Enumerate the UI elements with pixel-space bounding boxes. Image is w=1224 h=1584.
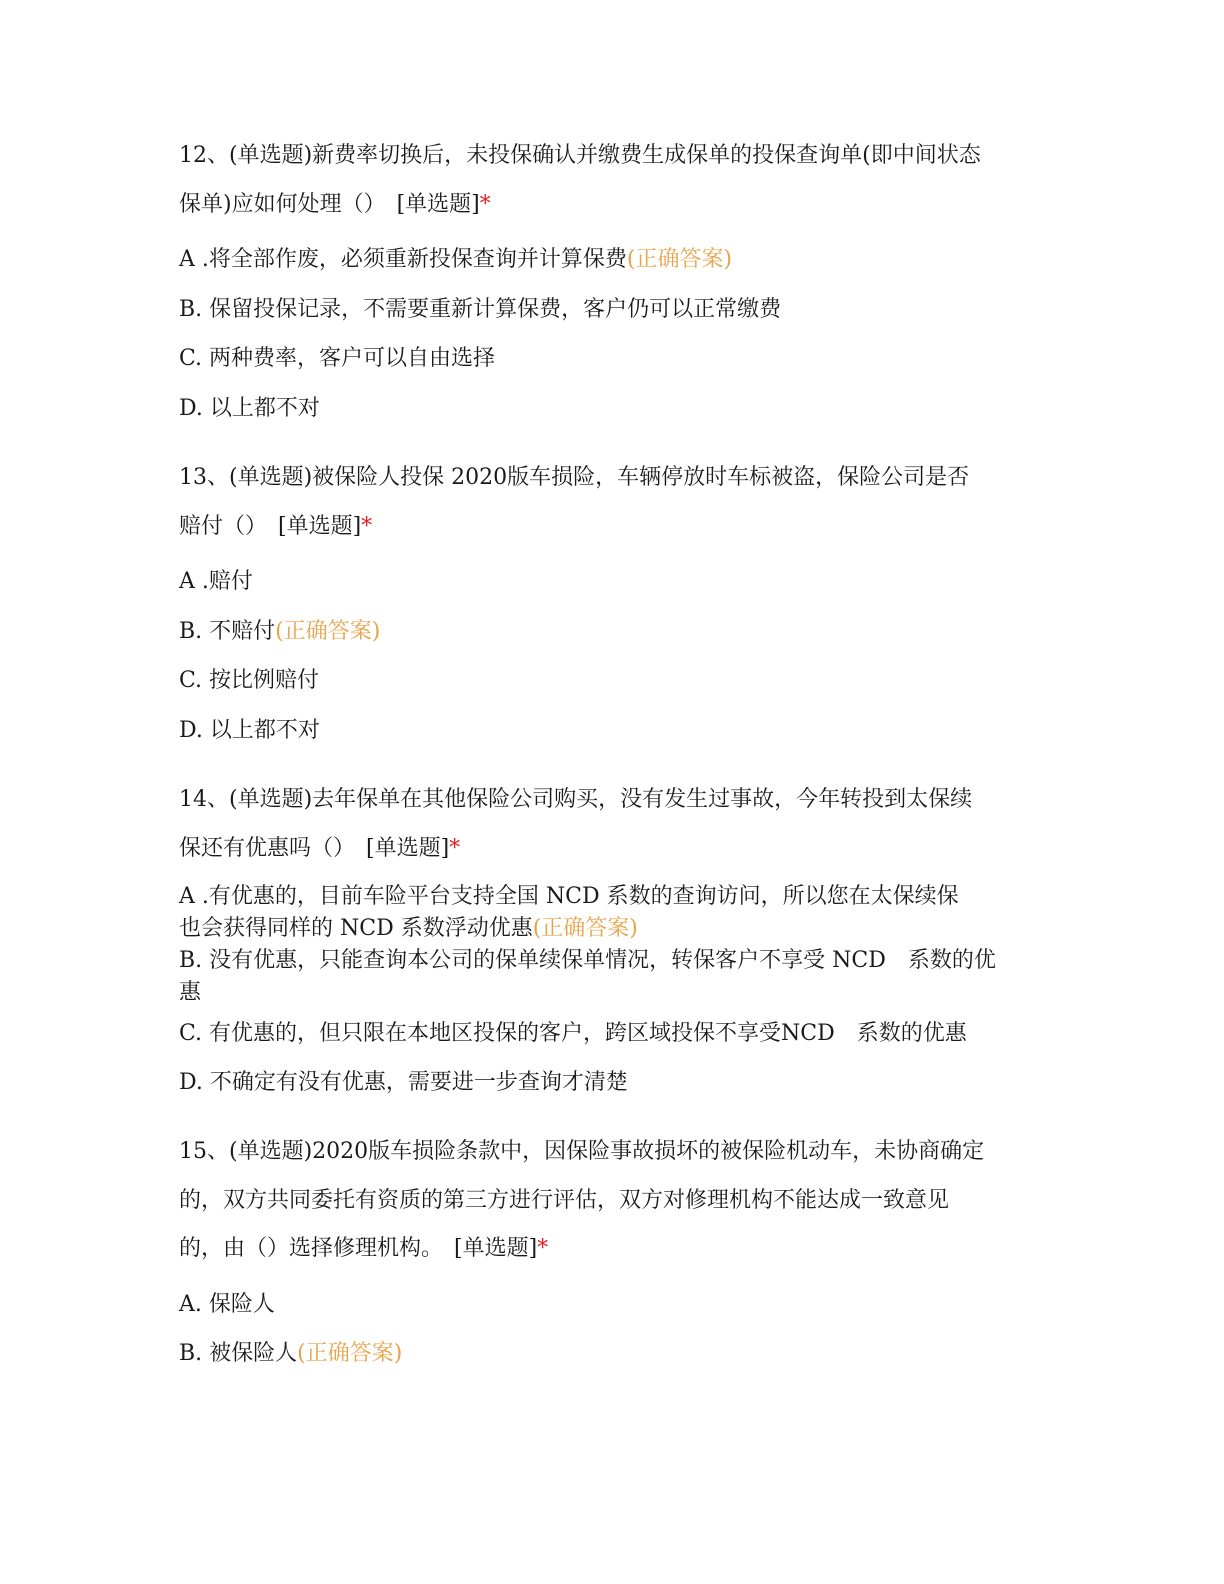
question-14-option-d: D. 不确定有没有优惠，需要进一步查询才清楚 xyxy=(179,1070,628,1095)
question-12-title-line-2: 保单)应如何处理（） [单选题]* xyxy=(179,192,491,217)
correct-answer-tag: (正确答案) xyxy=(532,916,638,941)
question-14-title-line-2: 保还有优惠吗（） [单选题]* xyxy=(179,836,461,861)
question-13-title-line-1: 13、(单选题)被保险人投保 2020版车损险，车辆停放时车标被盗，保险公司是否 xyxy=(179,465,970,490)
question-12-option-d: D. 以上都不对 xyxy=(179,396,320,421)
question-12-option-c: C. 两种费率，客户可以自由选择 xyxy=(179,346,496,371)
question-12-option-a: A .将全部作废，必须重新投保查询并计算保费(正确答案) xyxy=(179,247,733,272)
question-14-option-b-line-2: 惠 xyxy=(179,980,202,1005)
question-15-title-line-3: 的，由（）选择修理机构。 [单选题]* xyxy=(179,1236,549,1261)
correct-answer-tag: (正确答案) xyxy=(626,247,733,272)
question-14-option-b-line-1: B. 没有优惠，只能查询本公司的保单续保单情况，转保客户不享受 NCD 系数的优 xyxy=(179,948,996,973)
question-14-option-a-line-1: A .有优惠的，目前车险平台支持全国 NCD 系数的查询访问，所以您在太保续保 xyxy=(179,884,959,909)
question-15-title-line-2: 的，双方共同委托有资质的第三方进行评估，双方对修理机构不能达成一致意见 xyxy=(179,1188,950,1213)
question-15-option-a: A. 保险人 xyxy=(179,1292,275,1317)
required-mark: * xyxy=(361,514,373,539)
question-14-title-line-1: 14、(单选题)去年保单在其他保险公司购买，没有发生过事故，今年转投到太保续 xyxy=(179,787,973,812)
question-14-option-a-line-2: 也会获得同样的 NCD 系数浮动优惠(正确答案) xyxy=(179,916,638,941)
question-14-option-c: C. 有优惠的，但只限在本地区投保的客户，跨区域投保不享受NCD 系数的优惠 xyxy=(179,1021,967,1046)
correct-answer-tag: (正确答案) xyxy=(275,619,381,644)
question-13-option-a: A .赔付 xyxy=(179,569,253,594)
required-mark: * xyxy=(479,192,491,217)
question-13-title-line-2: 赔付（） [单选题]* xyxy=(179,514,373,539)
question-15-title-line-1: 15、(单选题)2020版车损险条款中，因保险事故损坏的被保险机动车，未协商确定 xyxy=(179,1139,985,1164)
correct-answer-tag: (正确答案) xyxy=(297,1341,403,1366)
question-12-option-b: B. 保留投保记录，不需要重新计算保费，客户仍可以正常缴费 xyxy=(179,297,782,322)
question-12-title-line-1: 12、(单选题)新费率切换后，未投保确认并缴费生成保单的投保查询单(即中间状态 xyxy=(179,143,981,168)
question-13-option-b: B. 不赔付(正确答案) xyxy=(179,619,381,644)
required-mark: * xyxy=(537,1236,549,1261)
question-15-option-b: B. 被保险人(正确答案) xyxy=(179,1341,403,1366)
required-mark: * xyxy=(449,836,461,861)
question-13-option-d: D. 以上都不对 xyxy=(179,718,320,743)
question-13-option-c: C. 按比例赔付 xyxy=(179,668,320,693)
